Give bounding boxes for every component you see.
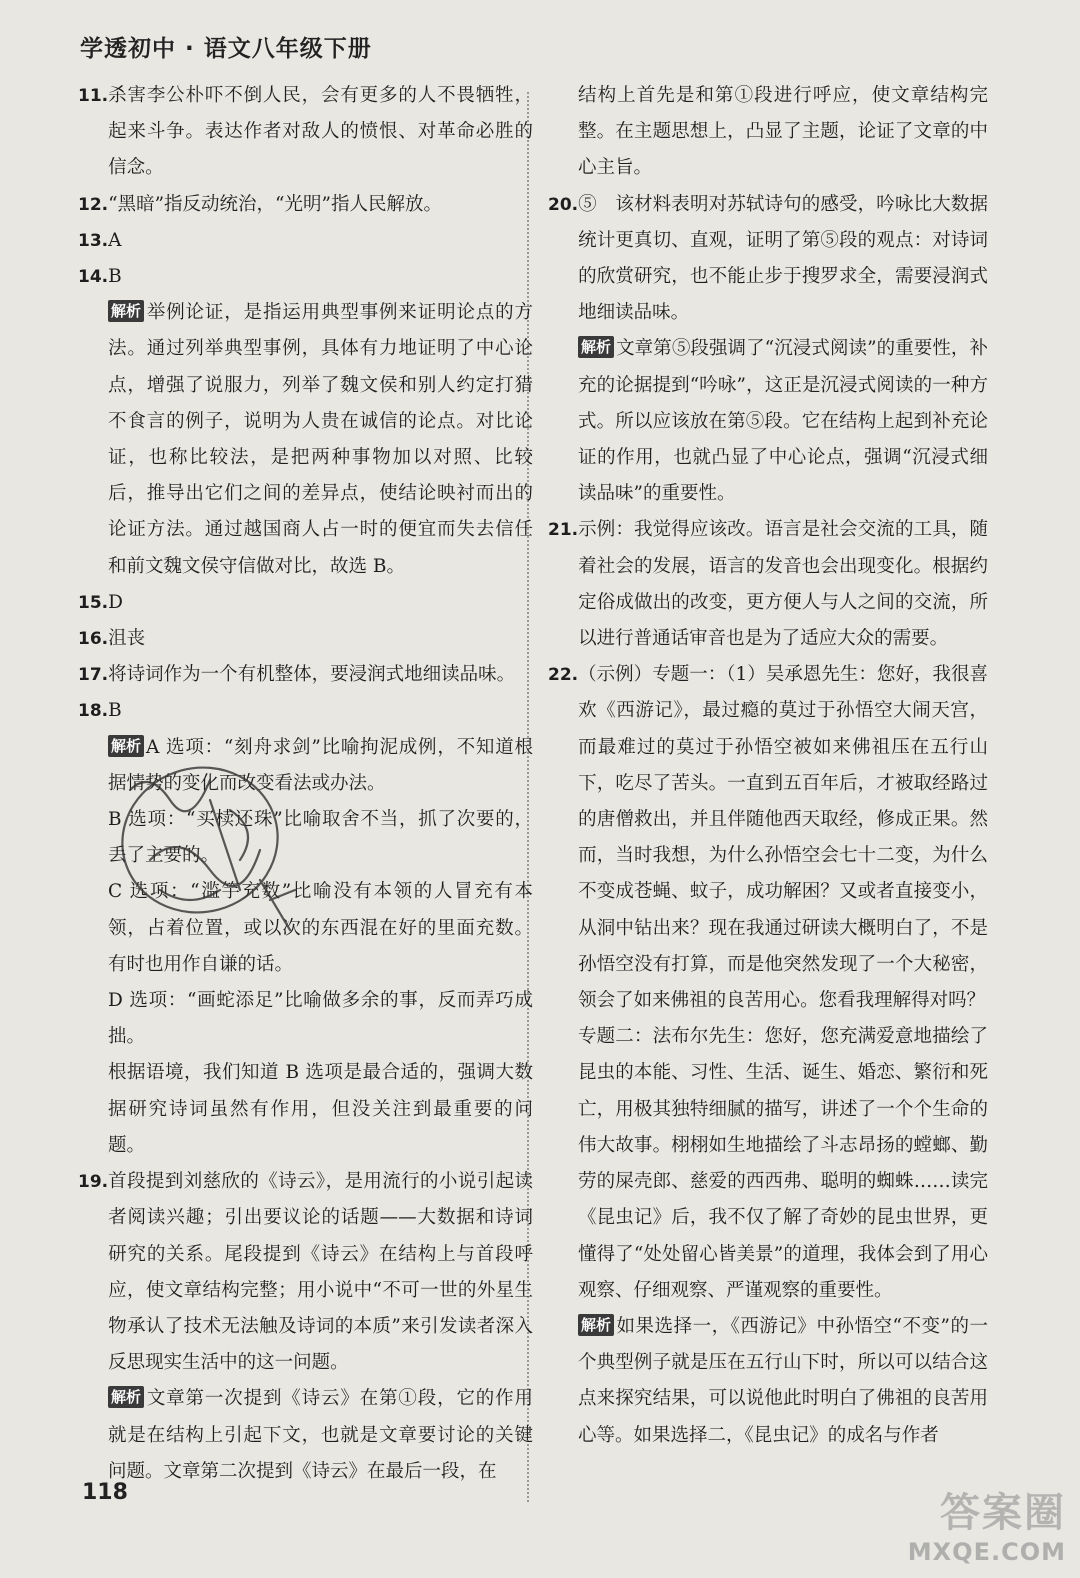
analysis-text: 举例论证，是指运用典型事例来证明论点的方法。通过列举典型事例，具体有力地证明了中心论点，增强了说服力，列举了魏文侯和别人约定打猎不食言的例子，说明为人贵在诚信的论点。对比论证，也称比较法，是把两种事物加以对照、比较后，推导出它们之间的差异点，使结论映衬而出的论证方法。通过越国商人占一时的便宜而失去信任和前文魏文侯守信做对比，故选 B。 [108, 302, 533, 577]
answer-12 [78, 187, 533, 223]
answer-text: 杀害李公朴吓不倒人民，会有更多的人不畏牺牲，起来斗争。表达作者对敌人的愤恨、对革命必胜的信念。 [108, 85, 533, 179]
answer-number: 14. [78, 267, 109, 288]
answer-number: 16. [78, 629, 109, 650]
analysis-text: 文章第一次提到《诗云》在第①段，它的作用就是在结构上引起下文，也就是文章要讨论的关键问题。文章第二次提到《诗云》在最后一段，在 [108, 1388, 533, 1482]
watermark-logo: 答案圈 [940, 1490, 1066, 1536]
answer-text: 沮丧 [108, 628, 146, 650]
analysis-22 [548, 1309, 988, 1454]
answer-13 [78, 223, 533, 259]
answer-text: B [108, 266, 122, 288]
answer-15 [78, 585, 533, 621]
analysis-tag: 解析 [108, 1386, 144, 1408]
answer-number: 19. [78, 1172, 109, 1193]
answer-number: 18. [78, 701, 109, 722]
answer-number: 15. [78, 592, 109, 613]
answer-22 [548, 657, 988, 1019]
analysis-text: 文章第⑤段强调了“沉浸式阅读”的重要性，补充的论据提到“吟咏”，这正是沉浸式阅读的一种方式。所以应该放在第⑤段。它在结构上起到补充论证的作用，也就凸显了中心论点，强调“沉浸式细读品味”的重要性。 [578, 338, 988, 505]
watermark-url: MXQE.COM [907, 1538, 1066, 1566]
answer-text: B [108, 700, 122, 722]
page-number: 118 [82, 1480, 128, 1505]
page-header: 学透初中 · 语文八年级下册 [80, 36, 372, 62]
answer-17 [78, 657, 533, 693]
answer-text: （示例）专题一：（1）吴承恩先生：您好，我很喜欢《西游记》，最过瘾的莫过于孙悟空大闹天宫，而最难过的莫过于孙悟空被如来佛祖压在五行山下，吃尽了苦头。一直到五百年后，才被取经路过的唐僧救出，并且伴随他西天取经，修成正果。然而，当时我想，为什么孙悟空会七十二变，为什么不变成苍蝇、蚊子，成功解困？又或者直接变小，从洞中钻出来？现在我通过研读大概明白了，不是孙悟空没有打算，而是他突然发现了一个大秘密，领会了如来佛祖的良苦用心。您看我理解得对吗？ [578, 664, 988, 1012]
analysis-tag: 解析 [578, 1314, 614, 1336]
answer-number: 20. [548, 194, 579, 215]
answer-19 [78, 1164, 533, 1381]
answer-number: 13. [78, 230, 109, 251]
answer-text: “黑暗”指反动统治，“光明”指人民解放。 [108, 193, 442, 215]
analysis-tag: 解析 [108, 300, 144, 322]
answer-11 [78, 78, 533, 187]
answer-21 [548, 512, 988, 657]
analysis-text: 如果选择一，《西游记》中孙悟空“不变”的一个典型例子就是压在五行山下时，所以可以结合这点来探究结果，可以说他此时明白了佛祖的良苦用心等。如果选择二，《昆虫记》的成名与作者 [578, 1315, 988, 1446]
answer-text: 首段提到刘慈欣的《诗云》，是用流行的小说引起读者阅读兴趣；引出要议论的话题——大数据和诗词研究的关系。尾段提到《诗云》在结构上与首段呼应，使文章结构完整；用小说中“不可一世的外星生物承认了技术无法触及诗词的本质”来引发读者深入反思现实生活中的这一问题。 [108, 1171, 533, 1374]
answer-text: 将诗词作为一个有机整体，要浸润式地细读品味。 [108, 664, 516, 686]
answer-text: D [108, 591, 123, 613]
analysis-text: A 选项：“刻舟求剑”比喻拘泥成例，不知道根据情势的变化而改变看法或办法。 [108, 736, 533, 794]
right-column [548, 78, 988, 1454]
answer-18 [78, 693, 533, 729]
analysis-18-d: D 选项：“画蛇添足”比喻做多余的事，反而弄巧成拙。 [108, 990, 533, 1048]
answer-16 [78, 621, 533, 657]
analysis-19 [78, 1381, 533, 1490]
answer-text: ⑤ 该材料表明对苏轼诗句的感受，吟咏比大数据统计更真切、直观，证明了第⑤段的观点：对诗词的欣赏研究，也不能止步于搜罗求全，需要浸润式地细读品味。 [578, 193, 988, 324]
answer-text: 示例：我觉得应该改。语言是社会交流的工具，随着社会的发展，语言的发音也会出现变化。根据约定俗成做出的改变，更方便人与人之间的交流，所以进行普通话审音也是为了适应大众的需要。 [578, 519, 988, 650]
analysis-tag: 解析 [108, 735, 144, 757]
answer-number: 11. [78, 86, 109, 106]
answer-number: 17. [78, 665, 109, 686]
analysis-18-b: B 选项：“买椟还珠”比喻取舍不当，抓了次要的，丢了主要的。 [108, 809, 533, 867]
analysis-14 [78, 295, 533, 585]
answer-14 [78, 259, 533, 295]
handwritten-scribble [90, 740, 310, 950]
analysis-18-c: C 选项：“滥竽充数”比喻没有本领的人冒充有本领，占着位置，或以次的东西混在好的里面充数。有时也用作自谦的话。 [108, 881, 533, 975]
answer-22-topic-2: 专题二：法布尔先生：您好，您充满爱意地描绘了昆虫的本能、习性、生活、诞生、婚恋、繁衍和死亡，用极其独特细腻的描写，讲述了一个个生命的伟大故事。栩栩如生地描绘了斗志昂扬的螳螂、勤劳的屎壳郎、慈爱的西西弗、聪明的蜘蛛……读完《昆虫记》后，我不仅了解了奇妙的昆虫世界，更懂得了“处处留心皆美景”的道理，我体会到了用心观察、仔细观察、严谨观察的重要性。 [578, 1026, 988, 1301]
answer-20 [548, 187, 988, 332]
answer-text: A [108, 229, 122, 251]
answer-number: 12. [78, 194, 109, 215]
analysis-18-e: 根据语境，我们知道 B 选项是最合适的，强调大数据研究诗词虽然有作用，但没关注到最重要的问题。 [108, 1062, 533, 1156]
answer-number: 22. [548, 665, 579, 686]
watermark [908, 1481, 1066, 1566]
analysis-20 [548, 331, 988, 512]
answer-number: 21. [548, 520, 579, 541]
analysis-19-continued: 结构上首先是和第①段进行呼应，使文章结构完整。在主题思想上，凸显了主题，论证了文章的中心主旨。 [578, 85, 988, 179]
analysis-tag: 解析 [578, 336, 614, 358]
